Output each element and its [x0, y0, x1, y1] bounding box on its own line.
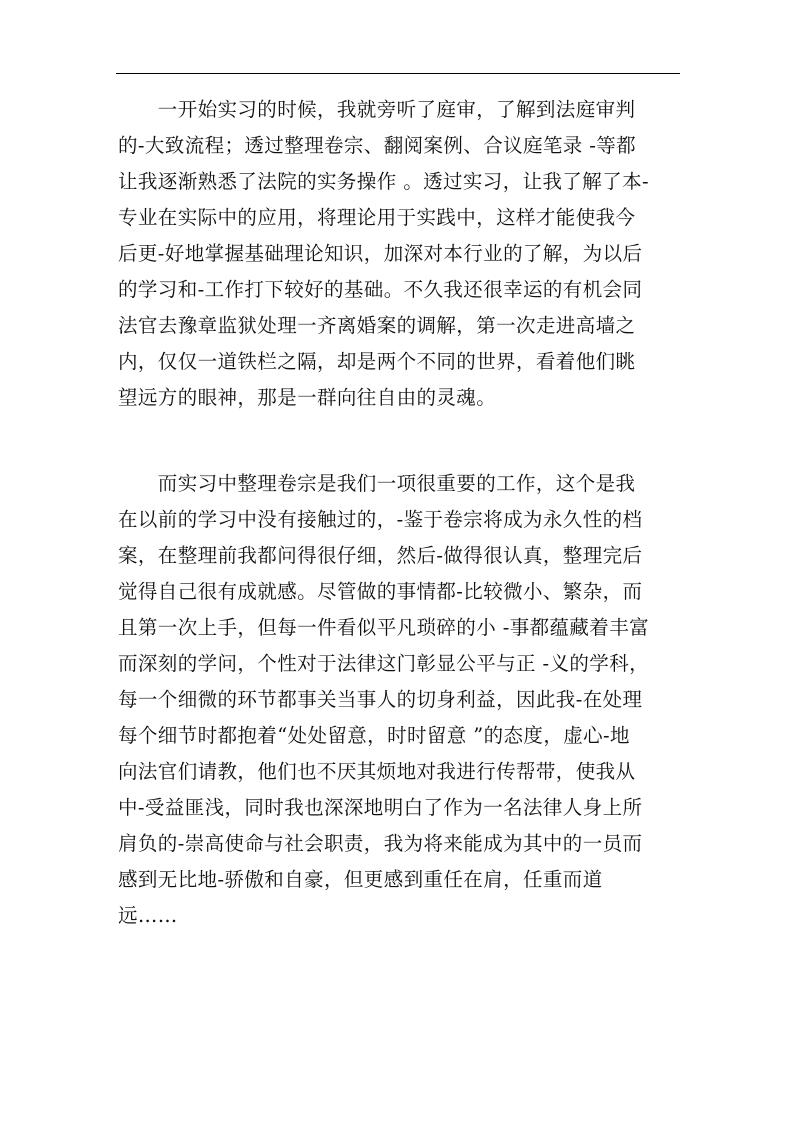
text-line: 觉得自己很有成就感。尽管做的事情都-比较微小、繁杂，而: [118, 580, 643, 603]
text-line: 且第一次上手，但每一件看似平凡琐碎的小 -事都蕴藏着丰富: [118, 616, 649, 639]
text-line: 内，仅仅一道铁栏之隔，却是两个不同的世界，看着他们眺: [118, 350, 636, 373]
text-line: 望远方的眼神，那是一群向往自由的灵魂。: [118, 386, 497, 409]
text-line: 案，在整理前我都问得很仔细，然后-做得很认真，整理完后: [118, 544, 643, 567]
text-line: 后更-好地掌握基础理论知识，加深对本行业的了解，为以后: [118, 242, 643, 265]
text-line: 每一个细微的环节都事关当事人的切身利益，因此我-在处理: [118, 688, 643, 711]
text-line: 而实习中整理卷宗是我们一项很重要的工作，这个是我: [118, 472, 636, 495]
header-rule: [116, 73, 680, 74]
text-line: 远……: [118, 904, 178, 927]
text-line: 在以前的学习中没有接触过的，-鉴于卷宗将成为永久性的档: [118, 508, 643, 531]
text-line: 让我逐渐熟悉了法院的实务操作 。透过实习，让我了解了本-: [118, 170, 649, 193]
text-line: 的学习和-工作打下较好的基础。不久我还很幸运的有机会同: [118, 278, 643, 301]
text-line: 专业在实际中的应用，将理论用于实践中，这样才能使我今: [118, 206, 636, 229]
text-line: 中-受益匪浅，同时我也深深地明白了作为一名法律人身上所: [118, 796, 643, 819]
text-line: 的-大致流程；透过整理卷宗、翻阅案例、合议庭笔录 -等都: [118, 134, 637, 157]
text-line: 每个细节时都抱着“处处留意，时时留意 ”的态度，虚心-地: [118, 724, 630, 747]
text-line: 肩负的-崇高使命与社会职责，我为将来能成为其中的一员而: [118, 832, 643, 855]
text-line: 而深刻的学问，个性对于法律这门彰显公平与正 -义的学科，: [118, 652, 649, 675]
text-line: 感到无比地-骄傲和自豪，但更感到重任在肩，任重而道: [118, 868, 603, 891]
paragraph-internship-start: [118, 92, 688, 416]
text-line: 一开始实习的时候，我就旁听了庭审，了解到法庭审判: [118, 98, 636, 121]
text-line: 向法官们请教，他们也不厌其烦地对我进行传帮带，使我从: [118, 760, 636, 783]
text-line: 法官去豫章监狱处理一齐离婚案的调解，第一次走进高墙之: [118, 314, 636, 337]
paragraph-case-files: [118, 466, 688, 934]
